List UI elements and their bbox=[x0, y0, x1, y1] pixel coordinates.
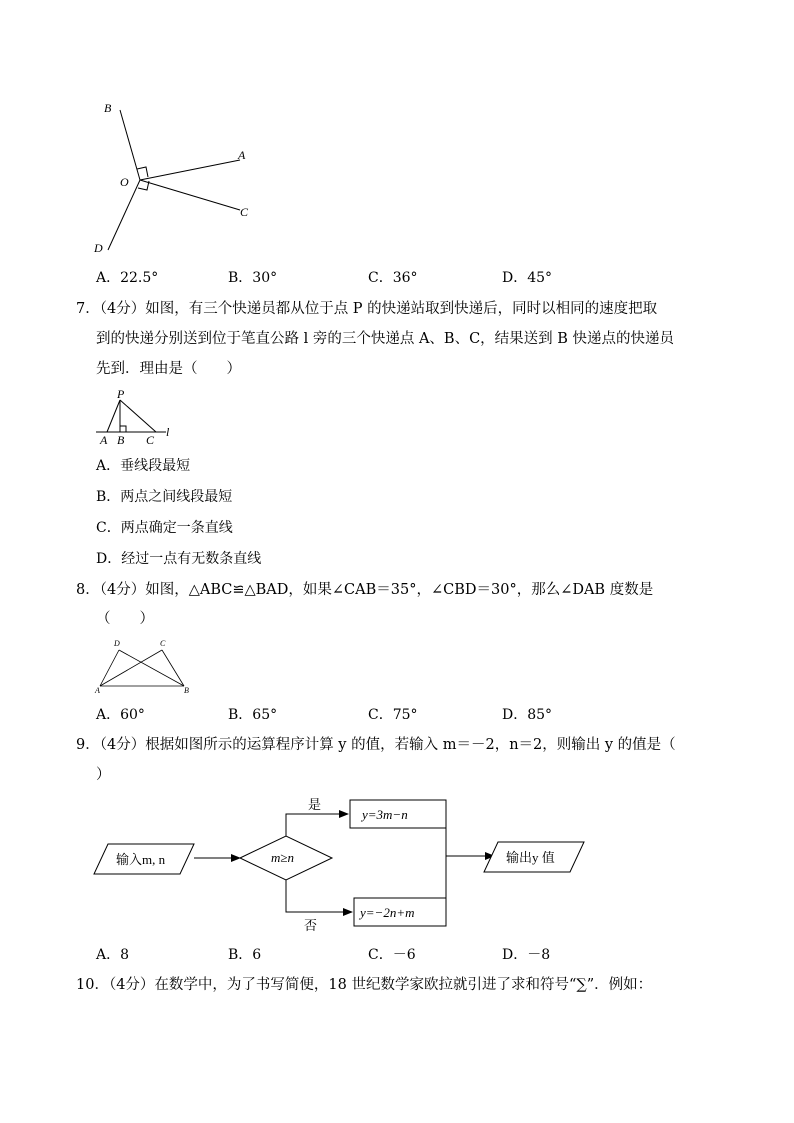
q8-option-c[interactable]: C．75° bbox=[368, 707, 418, 723]
q10-stem-line1: 10．（4分）在数学中，为了书写简便，18 世纪数学家欧拉就引进了求和符号“∑”．例如： bbox=[76, 977, 653, 993]
q7-option-d[interactable]: D．经过一点有无数条直线 bbox=[96, 551, 262, 567]
q8-label-C: C bbox=[160, 639, 166, 648]
q6-label-A: A bbox=[238, 148, 246, 162]
q7-option-b[interactable]: B．两点之间线段最短 bbox=[96, 489, 233, 505]
q9-condition-label: m≥n bbox=[271, 850, 295, 865]
q7-label-P: P bbox=[117, 387, 125, 401]
q7-road-figure bbox=[90, 386, 180, 448]
q7-label-A: A bbox=[100, 433, 108, 447]
q6-label-D: D bbox=[94, 241, 103, 255]
q6-option-c[interactable]: C．36° bbox=[368, 270, 418, 286]
q7-label-B: B bbox=[117, 433, 125, 447]
q6-option-b[interactable]: B．30° bbox=[228, 270, 278, 286]
q7-stem-line2: 到的快递分别送到位于笔直公路 l 旁的三个快递点 A、B、C，结果送到 B 快递点的快递员 bbox=[96, 331, 675, 347]
q6-label-C: C bbox=[240, 205, 249, 219]
q8-option-b[interactable]: B．65° bbox=[228, 707, 278, 723]
q9-top-box-label: y=3m−n bbox=[362, 807, 408, 822]
q9-option-c[interactable]: C．－6 bbox=[368, 947, 416, 963]
q8-stem-line2: （ ） bbox=[96, 611, 154, 627]
q9-flowchart bbox=[90, 790, 590, 940]
q8-triangle-figure bbox=[92, 636, 196, 696]
q8-label-A: A bbox=[95, 686, 100, 695]
q9-output-label: 输出y 值 bbox=[506, 850, 555, 865]
q8-stem-line1: 8．（4分）如图，△ABC≌△BAD，如果∠CAB＝35°，∠CBD＝30°，那么∠DAB 度数是 bbox=[76, 582, 654, 598]
q8-label-D: D bbox=[114, 639, 120, 648]
q6-option-a[interactable]: A．22.5° bbox=[96, 270, 159, 286]
q7-label-l: l bbox=[166, 425, 170, 439]
q9-bottom-box-label: y=−2n+m bbox=[360, 905, 415, 920]
q9-no-label: 否 bbox=[304, 918, 318, 933]
q6-angle-figure bbox=[90, 95, 270, 260]
q8-option-d[interactable]: D．85° bbox=[502, 707, 553, 723]
q9-stem-line1: 9．（4分）根据如图所示的运算程序计算 y 的值，若输入 m＝－2，n＝2，则输出 y 的值是（ bbox=[76, 737, 676, 753]
q7-stem-line1: 7．（4分）如图，有三个快递员都从位于点 P 的快递站取到快递后，同时以相同的速度把取 bbox=[76, 301, 658, 317]
q8-option-a[interactable]: A．60° bbox=[96, 707, 145, 723]
q7-stem-line3: 先到．理由是（ ） bbox=[96, 361, 241, 377]
q9-option-d[interactable]: D．－8 bbox=[502, 947, 551, 963]
q7-option-a[interactable]: A．垂线段最短 bbox=[96, 458, 191, 474]
q6-label-B: B bbox=[104, 101, 112, 115]
q7-label-C: C bbox=[146, 433, 155, 447]
q9-yes-label: 是 bbox=[308, 797, 322, 812]
q6-label-O: O bbox=[120, 175, 129, 189]
q7-option-c[interactable]: C．两点确定一条直线 bbox=[96, 520, 233, 536]
q9-option-b[interactable]: B．6 bbox=[228, 947, 262, 963]
q9-input-label: 输入m, n bbox=[116, 852, 166, 867]
q9-stem-line2: ） bbox=[96, 767, 111, 783]
q9-option-a[interactable]: A．8 bbox=[96, 947, 130, 963]
q6-option-d[interactable]: D．45° bbox=[502, 270, 553, 286]
q8-label-B: B bbox=[184, 686, 189, 695]
